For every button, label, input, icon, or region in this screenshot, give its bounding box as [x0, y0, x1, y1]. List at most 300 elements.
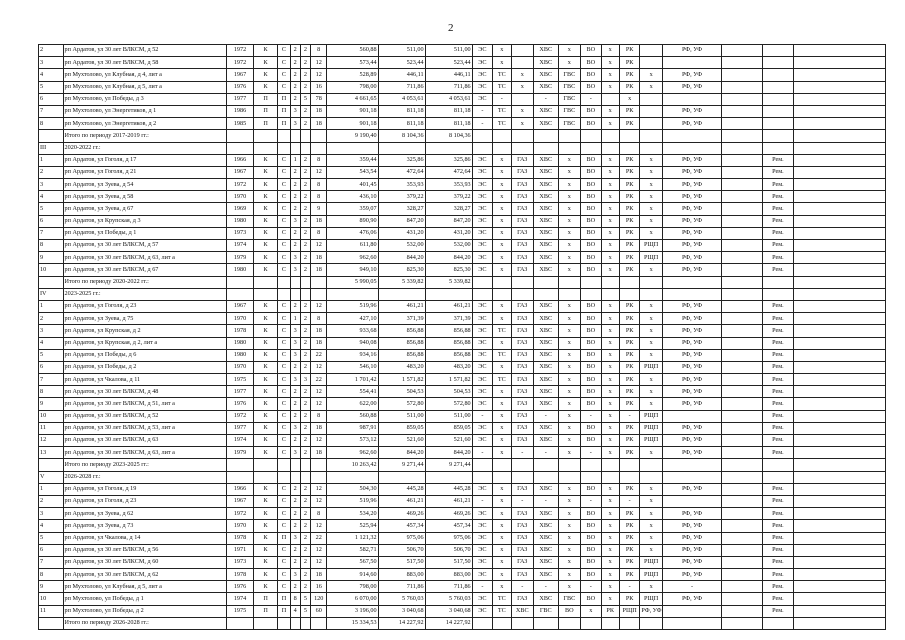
cell-svc-extra: [722, 276, 763, 288]
cell-svc-heating: х: [493, 179, 511, 191]
cell-svc-repair: Рем.: [763, 398, 794, 410]
cell-address: рп Мухтолово, ул Победы, д 1: [63, 593, 227, 605]
cell-roof-type: С: [278, 252, 290, 264]
cell-svc-cold-water: -: [534, 581, 559, 593]
cell-svc-electric: ЭС: [472, 374, 492, 386]
cell-svc-electric: ЭС: [472, 81, 492, 93]
cell-svc-x: х: [601, 154, 619, 166]
cell-svc-panel: [640, 57, 663, 69]
cell-apartments: 18: [311, 569, 327, 581]
cell-svc-heating: х: [493, 227, 511, 239]
cell-svc-panel: РФ, УФ: [640, 605, 663, 617]
cell-total-area: 901,18: [327, 118, 378, 130]
cell-svc-repair: Рем.: [763, 166, 794, 178]
cell-svc-panel: х: [640, 349, 663, 361]
cell-svc-repair: Рем.: [763, 349, 794, 361]
cell-svc-cold-water: ХВС: [534, 215, 559, 227]
cell-svc-roof: РК: [619, 386, 639, 398]
cell-living-area: 4 053,61: [378, 93, 425, 105]
cell-floors: 3: [290, 349, 300, 361]
cell-floors: [290, 142, 300, 154]
cell-floors: 2: [290, 166, 300, 178]
cell-wall-material: К: [253, 361, 278, 373]
cell-apartments: 8: [311, 154, 327, 166]
cell-residential-area: [425, 142, 472, 154]
cell-svc-gas: [511, 130, 534, 142]
cell-svc-roof: РК: [619, 118, 639, 130]
cell-residential-area: 521,60: [425, 435, 472, 447]
cell-apartments: 18: [311, 422, 327, 434]
cell-svc-panel: х: [640, 215, 663, 227]
cell-total-area: 560,88: [327, 45, 378, 57]
cell-floors: 4: [290, 605, 300, 617]
cell-wall-material: К: [253, 447, 278, 459]
cell-svc-heating: х: [493, 240, 511, 252]
cell-residential-area: 469,26: [425, 508, 472, 520]
cell-wall-material: К: [253, 337, 278, 349]
period-total-row: [39, 130, 886, 142]
cell-svc-drainage: [581, 617, 601, 629]
cell-svc-x: х: [601, 337, 619, 349]
cell-note: [793, 593, 885, 605]
cell-svc-panel: РЩП: [640, 593, 663, 605]
cell-svc-panel: [640, 276, 663, 288]
cell-apartments: 12: [311, 166, 327, 178]
cell-svc-hot-water: х: [558, 544, 581, 556]
cell-wall-material: К: [253, 483, 278, 495]
cell-wall-material: К: [253, 69, 278, 81]
cell-svc-x: х: [601, 581, 619, 593]
table-row: [39, 105, 886, 117]
cell-svc-panel: х: [640, 495, 663, 507]
cell-row-number: 2: [39, 313, 64, 325]
cell-svc-gas: ГАЗ: [511, 361, 534, 373]
cell-living-area: 511,00: [378, 410, 425, 422]
cell-note: [793, 459, 885, 471]
cell-note: [793, 69, 885, 81]
cell-svc-facade: РФ, УФ: [662, 593, 721, 605]
table-row: [39, 227, 886, 239]
cell-svc-gas: ГАЗ: [511, 349, 534, 361]
cell-svc-drainage: х: [581, 605, 601, 617]
cell-row-number: 3: [39, 57, 64, 69]
cell-svc-roof: РК: [619, 166, 639, 178]
cell-apartments: 12: [311, 483, 327, 495]
table-row: [39, 69, 886, 81]
cell-svc-panel: [640, 130, 663, 142]
cell-svc-roof: х: [619, 93, 639, 105]
cell-residential-area: 825,30: [425, 264, 472, 276]
cell-living-area: 523,44: [378, 57, 425, 69]
cell-residential-area: 572,80: [425, 398, 472, 410]
cell-wall-material: К: [253, 422, 278, 434]
cell-apartments: 16: [311, 581, 327, 593]
cell-svc-extra: [722, 495, 763, 507]
cell-svc-electric: ЭС: [472, 313, 492, 325]
cell-address: рп Мухтолово, ул Энергетиков, д 2: [63, 118, 227, 130]
cell-roof-type: С: [278, 374, 290, 386]
cell-address: рп Ардатов, ул Победы, д 1: [63, 227, 227, 239]
cell-roof-type: С: [278, 569, 290, 581]
cell-roof-type: С: [278, 203, 290, 215]
cell-note: [793, 581, 885, 593]
cell-svc-facade: РФ, УФ: [662, 398, 721, 410]
cell-row-number: 8: [39, 118, 64, 130]
cell-svc-roof: РК: [619, 447, 639, 459]
cell-svc-drainage: ВО: [581, 166, 601, 178]
cell-svc-hot-water: х: [558, 386, 581, 398]
cell-apartments: 18: [311, 337, 327, 349]
cell-note: [793, 483, 885, 495]
cell-apartments: 12: [311, 240, 327, 252]
cell-svc-facade: [662, 495, 721, 507]
cell-note: [793, 215, 885, 227]
table-row: [39, 471, 886, 483]
cell-svc-facade: РФ, УФ: [662, 300, 721, 312]
cell-svc-heating: х: [493, 154, 511, 166]
cell-svc-facade: РФ, УФ: [662, 105, 721, 117]
cell-roof-type: С: [278, 240, 290, 252]
cell-svc-electric: ЭС: [472, 605, 492, 617]
cell-svc-facade: РФ, УФ: [662, 520, 721, 532]
table-row: [39, 288, 886, 300]
cell-residential-area: 844,20: [425, 447, 472, 459]
cell-svc-x: х: [601, 45, 619, 57]
cell-svc-heating: х: [493, 386, 511, 398]
cell-svc-drainage: -: [581, 447, 601, 459]
cell-svc-repair: Рем.: [763, 556, 794, 568]
cell-wall-material: [253, 276, 278, 288]
cell-total-area: 525,94: [327, 520, 378, 532]
cell-address: рп Ардатов, ул Крупская, д 2: [63, 325, 227, 337]
cell-residential-area: 431,20: [425, 227, 472, 239]
cell-apartments: 12: [311, 300, 327, 312]
cell-svc-facade: РФ, УФ: [662, 203, 721, 215]
cell-roof-type: С: [278, 154, 290, 166]
cell-wall-material: К: [253, 166, 278, 178]
cell-svc-panel: х: [640, 154, 663, 166]
cell-svc-panel: [640, 471, 663, 483]
cell-svc-facade: [662, 471, 721, 483]
cell-roof-type: С: [278, 410, 290, 422]
cell-svc-roof: РК: [619, 508, 639, 520]
cell-roof-type: [278, 130, 290, 142]
cell-svc-roof: [619, 276, 639, 288]
cell-note: [793, 386, 885, 398]
cell-svc-extra: [722, 264, 763, 276]
cell-floors: [290, 459, 300, 471]
cell-roof-type: С: [278, 179, 290, 191]
cell-svc-x: х: [601, 532, 619, 544]
cell-svc-cold-water: [534, 459, 559, 471]
cell-total-area: [327, 142, 378, 154]
table-row: [39, 313, 886, 325]
cell-svc-drainage: ВО: [581, 337, 601, 349]
cell-svc-x: х: [601, 556, 619, 568]
cell-svc-facade: РФ, УФ: [662, 325, 721, 337]
table-row: [39, 57, 886, 69]
cell-wall-material: К: [253, 191, 278, 203]
cell-living-area: 847,20: [378, 215, 425, 227]
cell-total-area: 962,60: [327, 447, 378, 459]
cell-svc-facade: РФ, УФ: [662, 435, 721, 447]
cell-svc-electric: ЭС: [472, 483, 492, 495]
cell-svc-cold-water: ХВС: [534, 386, 559, 398]
table-row: [39, 300, 886, 312]
cell-svc-x: х: [601, 386, 619, 398]
cell-floors: 3: [290, 215, 300, 227]
table-row: [39, 410, 886, 422]
cell-svc-gas: [511, 471, 534, 483]
cell-svc-electric: ЭС: [472, 398, 492, 410]
cell-svc-repair: [763, 93, 794, 105]
table-row: [39, 191, 886, 203]
cell-note: [793, 252, 885, 264]
cell-svc-roof: РК: [619, 57, 639, 69]
cell-svc-repair: Рем.: [763, 532, 794, 544]
table-row: [39, 435, 886, 447]
cell-svc-facade: РФ, УФ: [662, 422, 721, 434]
cell-svc-panel: х: [640, 227, 663, 239]
cell-row-number: [39, 276, 64, 288]
cell-svc-gas: х: [511, 69, 534, 81]
cell-svc-x: х: [601, 447, 619, 459]
cell-svc-heating: х: [493, 252, 511, 264]
cell-apartments: [311, 130, 327, 142]
cell-svc-cold-water: ХВС: [534, 154, 559, 166]
cell-svc-roof: [619, 471, 639, 483]
cell-svc-repair: Рем.: [763, 300, 794, 312]
cell-svc-repair: Рем.: [763, 374, 794, 386]
cell-svc-repair: Рем.: [763, 544, 794, 556]
cell-svc-panel: [640, 617, 663, 629]
cell-svc-roof: РК: [619, 215, 639, 227]
cell-svc-cold-water: ХВС: [534, 361, 559, 373]
cell-svc-heating: х: [493, 398, 511, 410]
cell-svc-drainage: ВО: [581, 325, 601, 337]
cell-svc-gas: ГАЗ: [511, 593, 534, 605]
cell-svc-gas: [511, 93, 534, 105]
cell-svc-x: х: [601, 264, 619, 276]
cell-svc-panel: [640, 93, 663, 105]
table-row: [39, 520, 886, 532]
cell-svc-hot-water: ВО: [558, 605, 581, 617]
cell-year-built: 1973: [227, 227, 254, 239]
cell-svc-hot-water: ГВС: [558, 69, 581, 81]
cell-apartments: [311, 459, 327, 471]
cell-svc-extra: [722, 556, 763, 568]
table-row: [39, 544, 886, 556]
cell-svc-electric: [472, 617, 492, 629]
cell-svc-drainage: -: [581, 581, 601, 593]
cell-year-built: 1980: [227, 337, 254, 349]
cell-roof-type: С: [278, 69, 290, 81]
cell-roof-type: С: [278, 313, 290, 325]
cell-entrances: 2: [300, 154, 310, 166]
cell-svc-x: х: [601, 313, 619, 325]
cell-svc-cold-water: -: [534, 447, 559, 459]
cell-svc-roof: РК: [619, 422, 639, 434]
cell-svc-cold-water: [534, 276, 559, 288]
cell-entrances: [300, 288, 310, 300]
cell-svc-facade: [662, 288, 721, 300]
cell-svc-extra: [722, 337, 763, 349]
cell-entrances: 2: [300, 45, 310, 57]
cell-svc-repair: Рем.: [763, 240, 794, 252]
cell-floors: 3: [290, 325, 300, 337]
cell-total-area: 519,96: [327, 495, 378, 507]
cell-svc-electric: -: [472, 447, 492, 459]
cell-apartments: 60: [311, 605, 327, 617]
cell-svc-roof: РК: [619, 313, 639, 325]
cell-svc-x: х: [601, 569, 619, 581]
cell-residential-area: 5 339,82: [425, 276, 472, 288]
table-row: [39, 166, 886, 178]
cell-floors: 2: [290, 556, 300, 568]
cell-svc-heating: х: [493, 556, 511, 568]
cell-address: рп Ардатов, ул Гоголя, д 17: [63, 154, 227, 166]
cell-residential-area: 353,93: [425, 179, 472, 191]
cell-svc-hot-water: ГВС: [558, 118, 581, 130]
cell-roof-type: С: [278, 422, 290, 434]
cell-svc-electric: ЭС: [472, 435, 492, 447]
cell-floors: 2: [290, 435, 300, 447]
cell-roof-type: С: [278, 556, 290, 568]
period-total-row: [39, 276, 886, 288]
cell-svc-panel: [640, 105, 663, 117]
cell-year-built: 1970: [227, 191, 254, 203]
cell-svc-gas: ГАЗ: [511, 556, 534, 568]
cell-svc-hot-water: х: [558, 483, 581, 495]
cell-svc-panel: х: [640, 337, 663, 349]
cell-svc-extra: [722, 45, 763, 57]
cell-total-area: [327, 471, 378, 483]
cell-total-area: 573,12: [327, 435, 378, 447]
cell-address: рп Ардатов, ул 30 лет ВЛКСМ, д 63, лит а: [63, 447, 227, 459]
cell-roof-type: С: [278, 264, 290, 276]
cell-svc-heating: х: [493, 410, 511, 422]
cell-svc-panel: х: [640, 447, 663, 459]
cell-svc-heating: ТС: [493, 105, 511, 117]
cell-svc-roof: РК: [619, 105, 639, 117]
cell-svc-panel: х: [640, 386, 663, 398]
cell-year-built: 1980: [227, 215, 254, 227]
cell-entrances: 2: [300, 191, 310, 203]
cell-address: рп Ардатов, ул 30 лет ВЛКСМ, д 48: [63, 386, 227, 398]
cell-svc-gas: ГАЗ: [511, 386, 534, 398]
cell-year-built: 1967: [227, 166, 254, 178]
cell-roof-type: С: [278, 435, 290, 447]
cell-svc-panel: х: [640, 532, 663, 544]
cell-svc-cold-water: ХВС: [534, 69, 559, 81]
cell-svc-electric: ЭС: [472, 179, 492, 191]
cell-residential-area: 8 104,36: [425, 130, 472, 142]
cell-svc-x: х: [601, 398, 619, 410]
cell-total-area: 901,18: [327, 105, 378, 117]
cell-svc-repair: Рем.: [763, 313, 794, 325]
cell-living-area: 856,88: [378, 349, 425, 361]
cell-svc-repair: Рем.: [763, 593, 794, 605]
cell-row-number: 9: [39, 252, 64, 264]
cell-svc-hot-water: х: [558, 447, 581, 459]
cell-svc-repair: Рем.: [763, 337, 794, 349]
cell-note: [793, 398, 885, 410]
cell-svc-hot-water: х: [558, 240, 581, 252]
cell-living-area: [378, 142, 425, 154]
cell-apartments: 18: [311, 215, 327, 227]
cell-year-built: 1975: [227, 374, 254, 386]
cell-svc-electric: ЭС: [472, 191, 492, 203]
cell-row-number: 5: [39, 81, 64, 93]
cell-svc-gas: ГАЗ: [511, 410, 534, 422]
cell-total-area: 554,41: [327, 386, 378, 398]
cell-svc-gas: ГАЗ: [511, 313, 534, 325]
cell-year-built: 1979: [227, 252, 254, 264]
cell-apartments: 8: [311, 508, 327, 520]
cell-svc-facade: [662, 459, 721, 471]
cell-wall-material: К: [253, 313, 278, 325]
cell-year-built: 1974: [227, 435, 254, 447]
cell-floors: 3: [290, 374, 300, 386]
cell-residential-area: 532,00: [425, 240, 472, 252]
cell-svc-heating: ТС: [493, 69, 511, 81]
cell-roof-type: С: [278, 447, 290, 459]
cell-svc-heating: ТС: [493, 374, 511, 386]
cell-row-number: [39, 617, 64, 629]
cell-address: рп Ардатов, ул 30 лет ВЛКСМ, д 62: [63, 569, 227, 581]
cell-svc-hot-water: х: [558, 300, 581, 312]
cell-living-area: 859,05: [378, 422, 425, 434]
cell-svc-gas: ГАЗ: [511, 191, 534, 203]
cell-svc-panel: х: [640, 325, 663, 337]
cell-svc-drainage: ВО: [581, 105, 601, 117]
cell-row-number: 7: [39, 556, 64, 568]
cell-floors: 3: [290, 264, 300, 276]
cell-total-area: 534,20: [327, 508, 378, 520]
cell-year-built: 1980: [227, 349, 254, 361]
cell-total-area: 560,88: [327, 410, 378, 422]
cell-roof-type: П: [278, 93, 290, 105]
cell-svc-extra: [722, 483, 763, 495]
table-row: [39, 593, 886, 605]
housing-register-table: [38, 44, 886, 630]
cell-svc-panel: х: [640, 398, 663, 410]
cell-address: рп Ардатов, ул Зуева, д 58: [63, 191, 227, 203]
cell-wall-material: К: [253, 240, 278, 252]
table-row: [39, 142, 886, 154]
page-number: 2: [448, 22, 454, 34]
cell-year-built: [227, 459, 254, 471]
cell-living-area: 371,39: [378, 313, 425, 325]
cell-roof-type: С: [278, 349, 290, 361]
cell-svc-extra: [722, 130, 763, 142]
cell-residential-area: 14 227,92: [425, 617, 472, 629]
cell-svc-electric: ЭС: [472, 203, 492, 215]
cell-roof-type: С: [278, 227, 290, 239]
cell-total-area: 519,96: [327, 300, 378, 312]
cell-residential-area: 856,88: [425, 349, 472, 361]
cell-svc-facade: РФ, УФ: [662, 569, 721, 581]
cell-residential-area: 517,50: [425, 556, 472, 568]
cell-svc-panel: [640, 288, 663, 300]
cell-row-number: 5: [39, 203, 64, 215]
cell-residential-area: 4 053,61: [425, 93, 472, 105]
cell-svc-heating: х: [493, 215, 511, 227]
cell-address: 2023-2025 гг.:: [63, 288, 227, 300]
table-row: [39, 337, 886, 349]
cell-living-area: 883,00: [378, 569, 425, 581]
cell-svc-extra: [722, 422, 763, 434]
